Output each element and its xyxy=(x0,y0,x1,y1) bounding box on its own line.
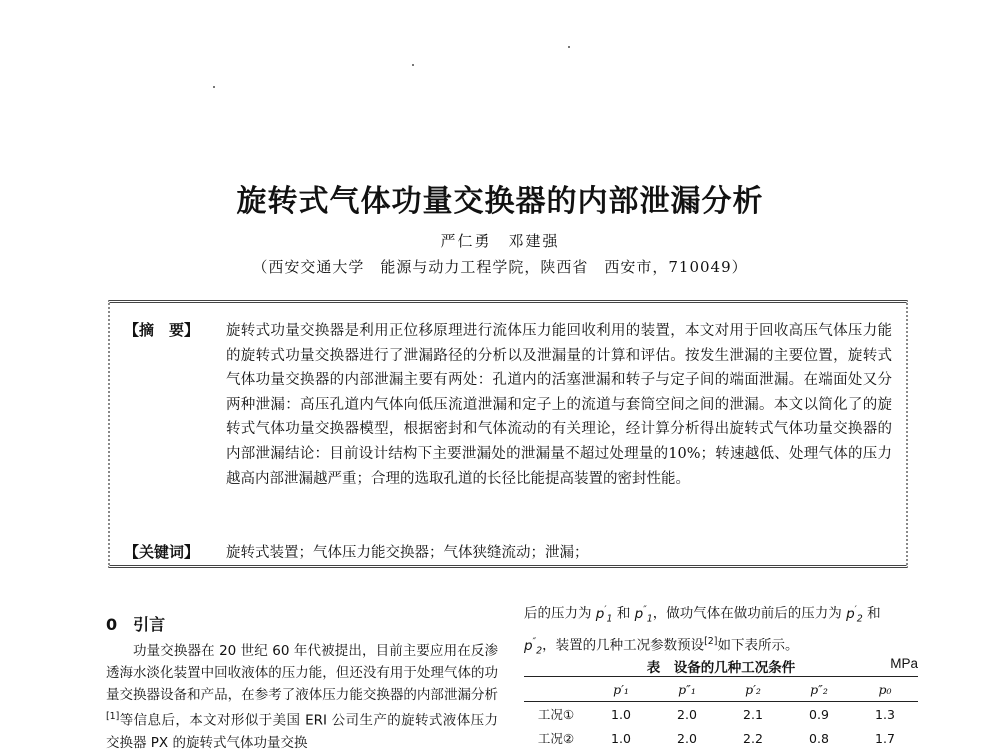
intro-paragraph xyxy=(106,640,498,754)
right-text-part: 后的压力为 xyxy=(524,605,596,622)
pressure-symbol: $p'_1$ xyxy=(595,604,613,625)
keywords-text: 旋转式装置；气体压力能交换器；气体狭缝流动；泄漏； xyxy=(226,545,589,561)
citation-ref: [1] xyxy=(106,711,120,722)
intro-column xyxy=(106,640,498,754)
right-text-part: 和 xyxy=(612,605,635,622)
right-text-part: 如下表所示。 xyxy=(717,637,799,654)
paper-authors: 严仁勇 邓建强 xyxy=(440,232,560,250)
conditions-table xyxy=(524,676,918,750)
paper-title: 旋转式气体功量交换器的内部泄漏分析 xyxy=(236,184,764,219)
intro-text-part1: 功量交换器在 20 世纪 60 年代被提出，目前主要应用在反渗透海水淡化装置中回收液体的压力能，但还没有用于处理气体的功量交换器设备和产品，在参考了液体压力能交换器的内部泄漏分析 xyxy=(106,643,498,703)
scan-speck xyxy=(412,64,414,66)
right-text-part: ，装置的几种工况参数预设 xyxy=(542,637,705,654)
table-header-cell: p″₂ xyxy=(810,681,828,697)
scan-speck xyxy=(568,46,570,48)
table-cell: 2.0 xyxy=(677,730,697,746)
keywords-label: 【关键词】 xyxy=(124,543,200,561)
table-cell: 2.2 xyxy=(743,730,763,746)
table-cell: 1.7 xyxy=(875,730,895,746)
table-header-cell: p″₁ xyxy=(678,681,696,697)
intro-text-part2: 等信息后，本文对形似于美国 ERI 公司生产的旋转式液体压力交换器 PX 的旋转式气体功量交换 xyxy=(106,712,498,751)
table-header-row xyxy=(524,677,918,702)
pressure-symbol: $p''_2$ xyxy=(524,636,543,657)
table-cell: 1.0 xyxy=(611,730,631,746)
table-row xyxy=(524,726,918,750)
table-cell: 1.0 xyxy=(611,706,631,722)
row-label: 工况② xyxy=(537,731,575,746)
table-title: 表 设备的几种工况条件 xyxy=(646,660,796,676)
right-text-part: ，做功气体在做功前后的压力为 xyxy=(652,605,847,622)
abstract-label: 【摘 要】 xyxy=(124,321,200,339)
paper-affiliation: （西安交通大学 能源与动力工程学院，陕西省 西安市，710049） xyxy=(252,258,748,276)
table-header-cell xyxy=(524,677,588,702)
table-cell: 0.8 xyxy=(809,730,829,746)
table-row xyxy=(524,702,918,727)
section-heading: 0 引言 xyxy=(106,615,166,634)
pressure-symbol: $p'_2$ xyxy=(846,604,863,625)
right-column-paragraph xyxy=(524,598,918,662)
table-cell: 2.1 xyxy=(743,706,763,722)
table-cell: 2.0 xyxy=(677,706,697,722)
table-header-cell: p′₂ xyxy=(745,681,761,697)
table-header-cell: p₀ xyxy=(878,681,892,697)
table-header-cell: p′₁ xyxy=(613,681,629,697)
abstract-box xyxy=(108,300,908,568)
table-cell: 1.3 xyxy=(875,706,895,722)
pressure-symbol: $p''_1$ xyxy=(634,604,653,625)
row-label: 工况① xyxy=(537,707,575,722)
scan-speck xyxy=(213,86,215,88)
table-unit: MPa xyxy=(890,656,918,671)
table-cell: 0.9 xyxy=(809,706,829,722)
abstract-text: 旋转式功量交换器是利用正位移原理进行流体压力能回收利用的装置，本文对用于回收高压气体压力能的旋转式功量交换器进行了泄漏路径的分析以及泄漏量的计算和评估。按发生泄漏的主要位置，旋转式气体功量交换器的内部泄漏主要有两处：孔道内的活塞泄漏和转子与定子间的端面泄漏。在端面处又分两种泄漏：高压孔道内气体向低压流道泄漏和定子上的流道与套筒空间之间的泄漏。本文以简化了的旋转式气体功量交换器模型，根据密封和气体流动的有关理论，经计算分析得出旋转式气体功量交换器的内部泄漏结论：目前设计结构下主要泄漏处的泄漏量不超过处理量的10%；转速越低、处理气体的压力越高内部泄漏越严重；合理的选取孔道的长径比能提高装置的密封性能。 xyxy=(226,323,892,487)
right-text-part: 和 xyxy=(862,605,881,622)
citation-ref: [2] xyxy=(704,636,718,648)
